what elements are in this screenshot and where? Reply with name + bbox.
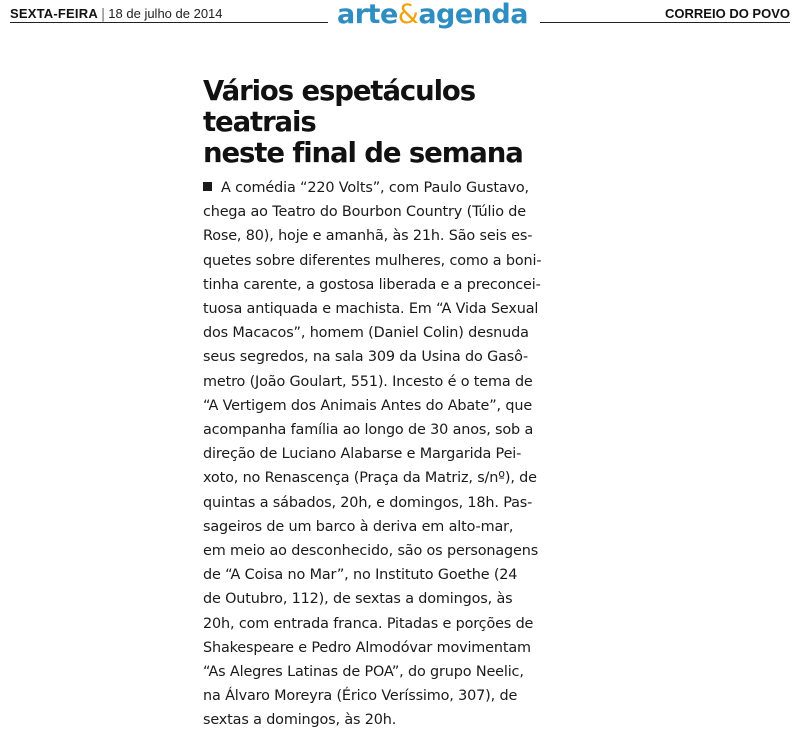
body-line: seus segredos, na sala 309 da Usina do Gasô- xyxy=(203,349,529,366)
masthead xyxy=(0,0,800,40)
weekday-label: SEXTA-FEIRA xyxy=(10,6,98,21)
article xyxy=(203,76,573,733)
masthead-rule-left xyxy=(10,22,328,23)
section-logo-ampersand: & xyxy=(397,0,419,30)
body-line: xoto, no Renascença (Praça da Matriz, s/nº), de xyxy=(203,470,537,487)
body-line: de “A Coisa no Mar”, no Instituto Goethe (24 xyxy=(203,567,518,584)
body-line: em meio ao desconhecido, são os personagens xyxy=(203,543,539,560)
body-line: “As Alegres Latinas de POA”, do grupo Neelic, xyxy=(203,664,524,681)
body-line: 20h, com entrada franca. Pitadas e porções de xyxy=(203,615,534,632)
date-label: 18 de julho de 2014 xyxy=(108,6,223,21)
body-line: sageiros de um barco à deriva em alto-mar, xyxy=(203,518,514,535)
body-line: quintas a sábados, 20h, e domingos, 18h. Pas- xyxy=(203,494,533,511)
section-logo xyxy=(337,0,528,30)
article-body xyxy=(203,176,573,733)
body-line: na Álvaro Moreyra (Érico Veríssimo, 307), de xyxy=(203,688,518,705)
newspaper-name: CORREIO DO POVO xyxy=(665,6,790,21)
body-line: quetes sobre diferentes mulheres, como a boni- xyxy=(203,252,542,269)
body-line: tuosa antiquada e machista. Em “A Vida Sexual xyxy=(203,301,539,318)
body-line: Rose, 80), hoje e amanhã, às 21h. São seis es- xyxy=(203,228,533,245)
article-headline xyxy=(203,76,573,169)
body-line: de Outubro, 112), de sextas a domingos, às xyxy=(203,591,513,608)
body-line: metro (João Goulart, 551). Incesto é o tema de xyxy=(203,373,533,390)
square-bullet-icon xyxy=(203,182,212,191)
body-line: dos Macacos”, homem (Daniel Colin) desnuda xyxy=(203,325,529,342)
masthead-rule-right xyxy=(540,22,790,23)
date-separator: | xyxy=(100,7,106,22)
edition-date xyxy=(10,6,223,22)
body-line: “A Vertigem dos Animais Antes do Abate”, que xyxy=(203,397,533,414)
body-line: Shakespeare e Pedro Almodóvar movimentam xyxy=(203,639,531,656)
body-line: tinha carente, a gostosa liberada e a preconcei- xyxy=(203,276,541,293)
headline-line: Vários espetáculos teatrais xyxy=(203,75,475,138)
body-line: acompanha família ao longo de 30 anos, sob a xyxy=(203,422,534,439)
body-line xyxy=(203,176,573,200)
section-logo-part2: agenda xyxy=(418,0,528,30)
headline-line: neste final de semana xyxy=(203,137,523,169)
body-line-text: A comédia “220 Volts”, com Paulo Gustavo, xyxy=(221,180,529,196)
body-line: sextas a domingos, às 20h. xyxy=(203,712,397,729)
section-logo-part1: arte xyxy=(337,0,398,30)
body-line: direção de Luciano Alabarse e Margarida Pei- xyxy=(203,446,522,463)
body-line: chega ao Teatro do Bourbon Country (Túlio de xyxy=(203,204,526,221)
